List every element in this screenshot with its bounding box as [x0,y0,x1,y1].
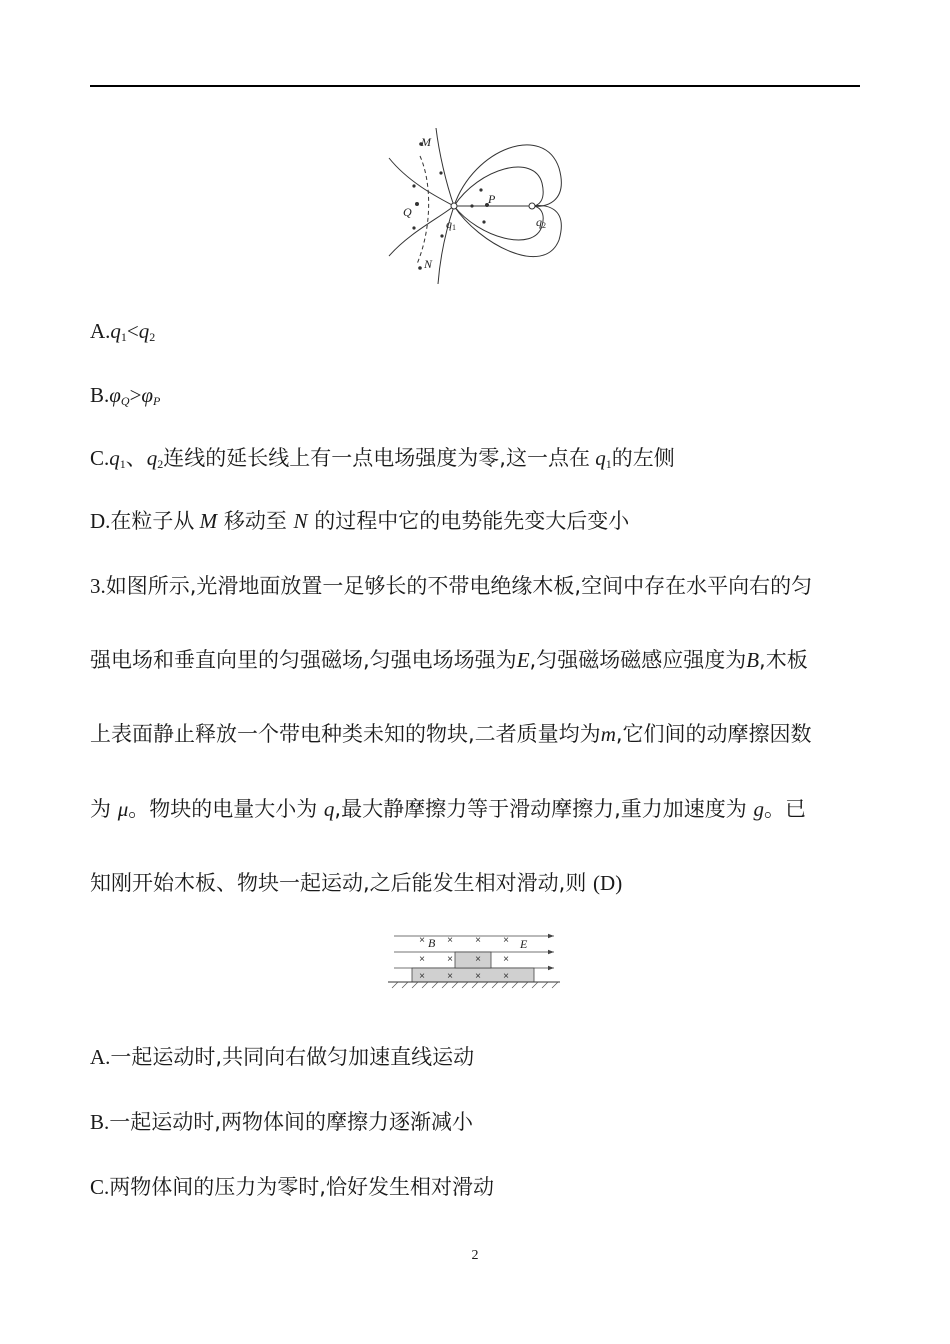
option-q3-c: C.两物体间的压力为零时,恰好发生相对滑动 [90,1175,494,1199]
label-M: M [421,135,431,149]
svg-text:×: × [503,935,509,946]
electric-field-figure [384,128,574,284]
answer-mark: (D) [593,871,623,895]
svg-text:×: × [503,971,509,982]
option-q3-b: B.一起运动时,两物体间的摩擦力逐渐减小 [90,1110,473,1134]
label-E: E [520,937,528,951]
label-Q: Q [403,205,412,219]
label-q2: q2 [536,215,546,230]
svg-text:×: × [447,971,453,982]
option-q2-c: $C.q_1$、$q_2$连线的延长线上有一点电场强度为零,这一点在 $q_1$的左侧 [90,446,675,471]
label-q1: q1 [446,217,456,232]
svg-text:×: × [419,954,425,965]
svg-text:×: × [419,935,425,946]
option-q2-d: D.在粒子从 M 移动至 N 的过程中它的电势能先变大后变小 [90,509,630,533]
question3-line3: 上表面静止释放一个带电种类未知的物块,二者质量均为m,它们间的动摩擦因数 [90,722,812,746]
svg-text:×: × [447,954,453,965]
question3-line5: 知刚开始木板、物块一起运动,之后能发生相对滑动,则 (D) [90,871,623,895]
svg-text:×: × [475,935,481,946]
svg-text:×: × [503,954,509,965]
option-q2-b: $B.\varphi_Q>\varphi_P$ [90,383,161,408]
svg-text:×: × [475,971,481,982]
label-P: P [488,192,496,206]
question3-line1: 3.如图所示,光滑地面放置一足够长的不带电绝缘木板,空间中存在水平向右的匀 [90,574,813,598]
svg-text:×: × [475,954,481,965]
option-q2-a: $A.q_1<q_2$ [90,319,156,344]
question3-line2: 强电场和垂直向里的匀强磁场,匀强电场场强为E,匀强磁场磁感应强度为B,木板 [90,648,808,672]
svg-text:×: × [419,971,425,982]
label-B: B [428,936,436,950]
label-N: N [424,257,433,271]
svg-text:×: × [447,935,453,946]
header-rule [90,85,860,87]
page-number: 2 [471,1248,479,1263]
option-q3-a: A.一起运动时,共同向右做匀加速直线运动 [90,1045,475,1069]
question3-line4: 为 μ。物块的电量大小为 q,最大静摩擦力等于滑动摩擦力,重力加速度为 g。已 [90,797,806,821]
board-block-figure [388,930,560,990]
